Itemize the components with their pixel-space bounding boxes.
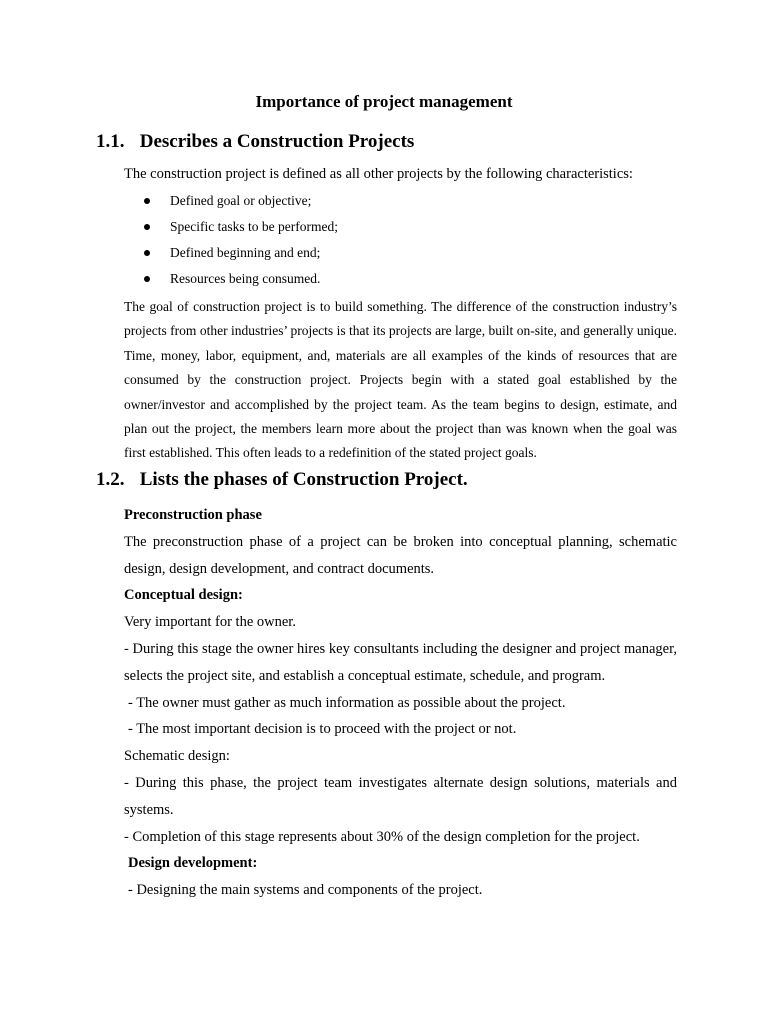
bullet-icon bbox=[144, 276, 150, 282]
section-heading-1-1 bbox=[96, 131, 414, 153]
bullet-icon bbox=[144, 198, 150, 204]
subheading-conceptual-design: Conceptual design: bbox=[124, 587, 243, 604]
body-line: - Completion of this stage represents about 30% of the design completion for the project. bbox=[124, 828, 640, 845]
subheading-design-development: Design development: bbox=[128, 855, 258, 872]
list-item bbox=[124, 216, 338, 242]
section-title: Lists the phases of Construction Project. bbox=[139, 469, 468, 490]
body-paragraph: The preconstruction phase of a project can be broken into conceptual planning, schematic design, design development, and contract documents. bbox=[124, 533, 677, 577]
characteristics-list bbox=[124, 190, 338, 294]
phases-section bbox=[124, 502, 677, 904]
list-item-text: Defined goal or objective; bbox=[170, 193, 312, 208]
list-item-text: Resources being consumed. bbox=[170, 271, 321, 286]
body-line: Very important for the owner. bbox=[124, 614, 296, 631]
section-number: 1.2. bbox=[96, 469, 125, 490]
body-line: - Designing the main systems and components of the project. bbox=[128, 882, 483, 899]
section-number: 1.1. bbox=[96, 131, 125, 152]
list-item bbox=[124, 268, 338, 294]
list-item-text: Specific tasks to be performed; bbox=[170, 219, 338, 234]
body-paragraph: The goal of construction project is to build something. The difference of the construction industry’s projects from other industries’ projects is that its projects are large, built on-site, and generally unique. Time, money, labor, equipment, and, materials are all examples of the kinds of resources that are consumed by the construction project. Projects begin with a stated goal established by the owner/investor and accomplished by the project team. As the team begins to design, estimate, and plan out the project, the members learn more about the project than was known when the goal was first established. This often leads to a redefinition of the stated project goals. bbox=[124, 299, 677, 461]
subheading-schematic-design: Schematic design: bbox=[124, 748, 230, 765]
body-line: - The most important decision is to proceed with the project or not. bbox=[128, 721, 517, 738]
bullet-icon bbox=[144, 250, 150, 256]
subheading-preconstruction: Preconstruction phase bbox=[124, 507, 262, 523]
list-item bbox=[124, 242, 338, 268]
section-heading-1-2 bbox=[96, 469, 468, 491]
document-title: Importance of project management bbox=[255, 92, 513, 111]
section-intro: The construction project is defined as all other projects by the following characteristics: bbox=[124, 166, 633, 182]
list-item-text: Defined beginning and end; bbox=[170, 245, 321, 260]
bullet-icon bbox=[144, 224, 150, 230]
section-title: Describes a Construction Projects bbox=[139, 131, 415, 152]
body-line: - During this stage the owner hires key consultants including the designer and project manager, selects the project site, and establish a conceptual estimate, schedule, and program. bbox=[124, 640, 677, 684]
body-line: - During this phase, the project team investigates alternate design solutions, materials and systems. bbox=[124, 774, 677, 818]
body-line: - The owner must gather as much information as possible about the project. bbox=[128, 694, 566, 711]
list-item bbox=[124, 190, 338, 216]
